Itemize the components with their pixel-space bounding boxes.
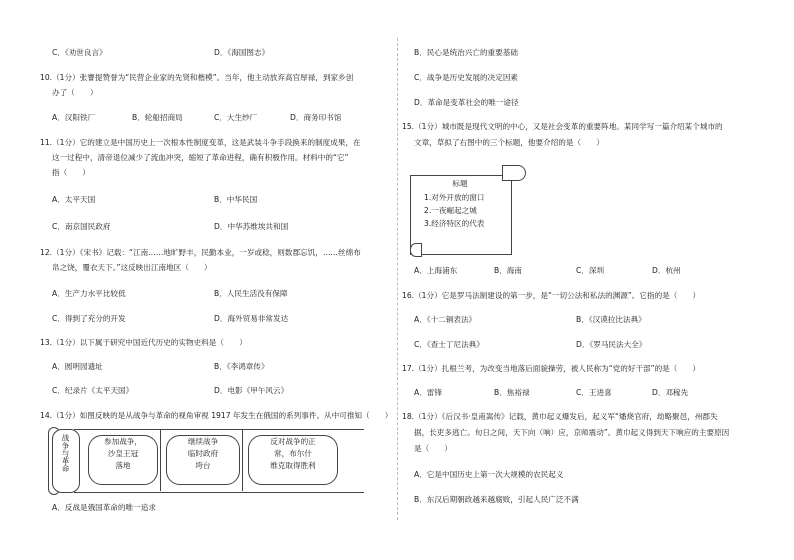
q18-option-a[interactable]: A．它是中国历史上第一次大规模的农民起义 <box>414 470 564 479</box>
q10-stem-2: 办了（ ） <box>52 88 98 97</box>
q10-option-c[interactable]: C．大生纱厂 <box>214 113 258 122</box>
q10-stem-1: 10.（1分）张謇提赞誉为“民营企业家的先贤和楷模”。当年，他主动放弃高官厚禄，到家乡创 <box>40 73 354 82</box>
scroll-roll-top <box>502 165 526 181</box>
q9-option-c[interactable]: C．《劝世良言》 <box>52 48 107 57</box>
q14-option-d[interactable]: D．革命是变革社会的唯一途径 <box>414 98 519 107</box>
q17-option-b[interactable]: B．焦裕禄 <box>494 388 530 397</box>
q16-stem-1: 16.（1分）它是罗马法制建设的第一步，是“一切公法和私法的渊源”。它指的是（ ） <box>402 291 701 300</box>
q13-option-c[interactable]: C．纪录片《太平天国》 <box>52 386 134 395</box>
q12-option-d[interactable]: D．海外贸易非常发达 <box>214 314 289 323</box>
box1-line-3: 落地 <box>115 461 131 470</box>
q13-option-b[interactable]: B．《李鸿章传》 <box>214 362 269 371</box>
q12-option-c[interactable]: C．得到了充分的开发 <box>52 314 126 323</box>
box3-line-2: 常，布尔什 <box>274 449 312 458</box>
diagram-roll <box>52 429 80 493</box>
q16-option-c[interactable]: C．《查士丁尼法典》 <box>414 340 484 349</box>
q14-diagram <box>52 427 368 495</box>
q15-option-a[interactable]: A．上海浦东 <box>414 266 458 275</box>
q11-option-b[interactable]: B．中华民国 <box>214 195 258 204</box>
diagram-box-1 <box>88 435 158 485</box>
q18-option-b[interactable]: B．东汉后期朝政越来越腐败，引起人民广泛不满 <box>414 495 579 504</box>
q14-stem-1: 14.（1分）如图反映的是从战争与革命的视角审视 1917 年发生在俄国的系列事件。从中可推知（ ） <box>40 411 393 420</box>
box1-line-2: 沙皇王冠 <box>107 449 139 458</box>
q11-option-a[interactable]: A．太平天国 <box>52 195 96 204</box>
box2-line-2: 临时政府 <box>187 449 219 458</box>
q12-stem-2: 帛之饶，覆衣天下。”这反映出江南地区（ ） <box>52 263 212 272</box>
q13-stem-1: 13.（1分）以下属于研究中国近代历史的实物史料是（ ） <box>40 338 247 347</box>
diagram-box-3 <box>248 435 338 485</box>
diagram-box-2 <box>166 435 240 485</box>
q16-option-d[interactable]: D．《罗马民法大全》 <box>576 340 647 349</box>
q15-option-b[interactable]: B．海南 <box>494 266 522 275</box>
scroll-item: 3.经济特区的代表 <box>424 219 485 228</box>
box1-line-1: 参加战争， <box>104 437 142 446</box>
diagram-separator <box>242 429 243 491</box>
q10-option-d[interactable]: D．商务印书馆 <box>290 113 342 122</box>
column-divider <box>397 38 398 520</box>
box2-line-3: 垮台 <box>195 461 211 470</box>
q12-option-b[interactable]: B．人民生活没有保障 <box>214 289 288 298</box>
q15-option-d[interactable]: D．杭州 <box>652 266 681 275</box>
scroll-item: 2.一夜崛起之城 <box>424 206 477 215</box>
scroll-roll-bottom <box>410 243 422 257</box>
q11-stem-2: 这一过程中，清帝退位减少了流血冲突，缩短了革命进程，确有积极作用。材料中的“它” <box>52 153 349 162</box>
q15-option-c[interactable]: C．深圳 <box>576 266 605 275</box>
q18-stem-3: 是（ ） <box>414 444 452 453</box>
q14-option-a[interactable]: A．反战是俄国革命的唯一追求 <box>52 503 156 512</box>
q15-stem-1: 15.（1分）城市既是现代文明的中心，又是社会变革的重要阵地。某同学写一篇介绍某个城市的 <box>402 122 723 131</box>
q11-stem-1: 11.（1分）它的建立是中国历史上一次根本性制度变革，这是武装斗争手段换来的制度成果，在 <box>40 138 361 147</box>
q16-option-a[interactable]: A．《十二铜表法》 <box>414 315 477 324</box>
box3-line-3: 维克取得胜利 <box>270 461 316 470</box>
q11-option-c[interactable]: C．南京国民政府 <box>52 222 111 231</box>
q17-option-d[interactable]: D．邓稼先 <box>652 388 689 397</box>
q11-option-d[interactable]: D．中华苏维埃共和国 <box>214 222 289 231</box>
q18-stem-1: 18.（1分）《后汉书·皇甫嵩传》记载，黄巾起义爆发后，起义军“燔烧官府，劫略聚邑，州郡失 <box>402 412 718 421</box>
q15-scroll-figure <box>410 165 526 257</box>
q13-option-a[interactable]: A．圆明园遗址 <box>52 362 103 371</box>
diagram-roll-label: 战争与革命 <box>61 434 70 472</box>
q17-option-c[interactable]: C．王进喜 <box>576 388 612 397</box>
diagram-separator <box>160 429 161 491</box>
q12-stem-1: 12.（1分）《宋书》记载：“江南……地旷野丰，民勤本业，一岁或稔，则数郡忘饥，……丝绵布 <box>40 248 361 257</box>
q9-option-d[interactable]: D．《海国图志》 <box>214 48 270 57</box>
q10-option-b[interactable]: B．轮船招商局 <box>132 113 183 122</box>
q16-option-b[interactable]: B．《汉谟拉比法典》 <box>576 315 646 324</box>
q12-option-a[interactable]: A．生产力水平比较低 <box>52 289 126 298</box>
q10-option-a[interactable]: A．汉阳铁厂 <box>52 113 96 122</box>
q14-option-c[interactable]: C．战争是历史发展的决定因素 <box>414 73 519 82</box>
q14-option-b[interactable]: B．民心是统治兴亡的重要基础 <box>414 48 518 57</box>
q13-option-d[interactable]: D．电影《甲午风云》 <box>214 386 289 395</box>
box2-line-1: 继续战争 <box>187 437 219 446</box>
q15-stem-2: 文章，草拟了右图中的三个标题，他要介绍的是（ ） <box>414 138 604 147</box>
box3-line-1: 反对战争的正 <box>270 437 316 446</box>
q17-stem-1: 17.（1分）扎根兰考，为改变当地落后面貌操劳，被人民称为“党的好干部”的是（ ） <box>402 364 701 373</box>
q18-stem-2: 据，长吏多逃亡。旬日之间，天下向（响）应，京师震动”。黄巾起义得到天下响应的主要原因 <box>414 428 730 437</box>
scroll-item: 1.对外开放的窗口 <box>424 193 485 202</box>
q11-stem-3: 指（ ） <box>52 168 90 177</box>
q17-option-a[interactable]: A．雷锋 <box>414 388 442 397</box>
scroll-title: 标题 <box>452 179 468 188</box>
